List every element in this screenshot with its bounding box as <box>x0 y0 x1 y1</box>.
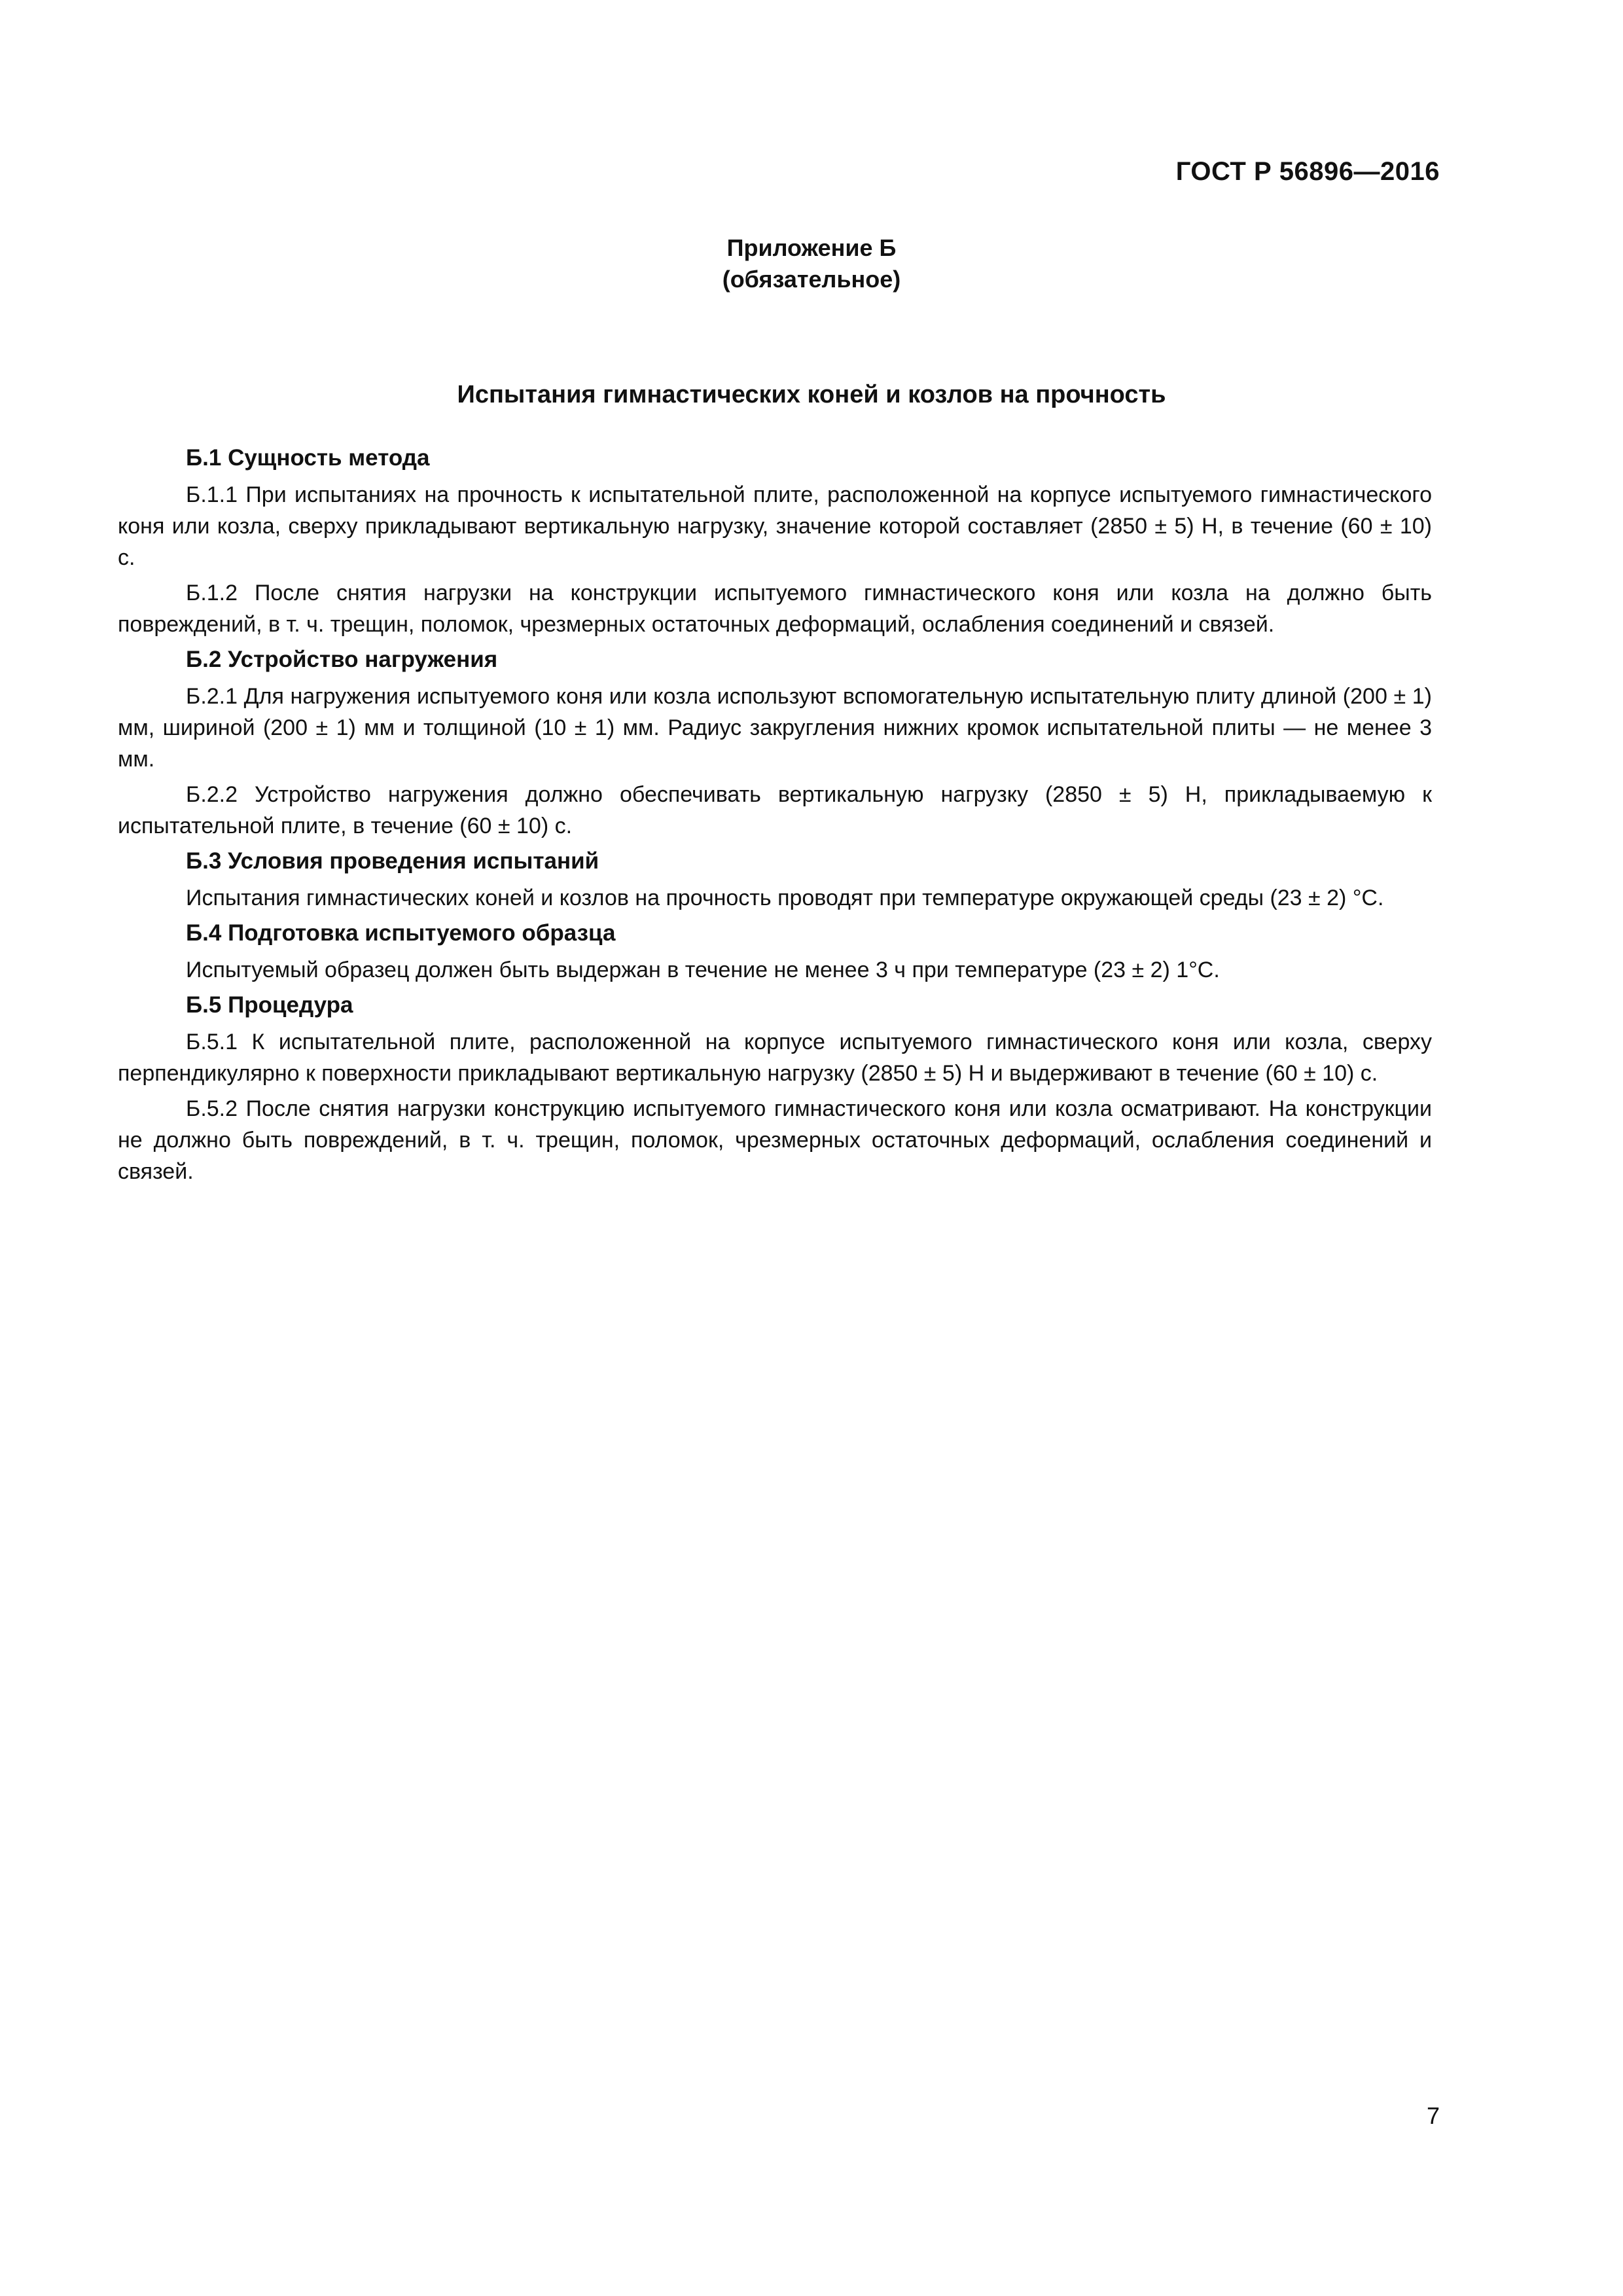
section-b3 <box>118 846 1432 914</box>
section-heading: Б.2 Устройство нагружения <box>186 647 498 672</box>
appendix-title: Приложение Б <box>726 234 897 261</box>
paragraph-b1-1: Б.1.1 При испытаниях на прочность к испытательной плите, расположенной на корпусе испытуемого гимнастического коня или козла, сверху прикладывают вертикальную нагрузку, значение которой составляет (2850 ± 5) Н, в течение (60 ± 10) с. <box>118 482 1432 570</box>
section-b1 <box>118 442 1432 640</box>
paragraph-b5-2: Б.5.2 После снятия нагрузки конструкцию испытуемого гимнастического коня или козла осматривают. На конструкции не должно быть повреждений, в т. ч. трещин, поломок, чрезмерных остаточных деформаций, ослабления соединений и связей. <box>118 1096 1432 1184</box>
paragraph-b3-1: Испытания гимнастических коней и козлов на прочность проводят при температуре окружающей среды (23 ± 2) °С. <box>186 886 1384 910</box>
section-b5 <box>118 990 1432 1187</box>
document-title: Испытания гимнастических коней и козлов на прочность <box>457 381 1166 408</box>
paragraph-b5-1: Б.5.1 К испытательной плите, расположенной на корпусе испытуемого гимнастического коня или козла, сверху перпендикулярно к поверхности прикладывают вертикальную нагрузку (2850 ± 5) Н и выдерживают в течение (60 ± 10) с. <box>118 1030 1432 1086</box>
page-number: 7 <box>1426 2102 1440 2129</box>
section-heading: Б.5 Процедура <box>186 992 353 1018</box>
paragraph-b2-1: Б.2.1 Для нагружения испытуемого коня или козла используют вспомогательную испытательную плиту длиной (200 ± 1) мм, шириной (200 ± 1) мм и толщиной (10 ± 1) мм. Радиус закругления нижних кромок испытательной плиты — не менее 3 мм. <box>118 684 1432 772</box>
standard-id-header: ГОСТ Р 56896—2016 <box>1175 157 1440 186</box>
appendix-heading <box>0 232 1623 295</box>
section-b2 <box>118 644 1432 842</box>
section-heading: Б.1 Сущность метода <box>186 445 430 471</box>
section-heading: Б.3 Условия проведения испытаний <box>186 848 599 874</box>
section-b4 <box>118 918 1432 986</box>
appendix-status: (обязательное) <box>722 266 901 293</box>
document-body <box>118 442 1432 1191</box>
paragraph-b2-2: Б.2.2 Устройство нагружения должно обеспечивать вертикальную нагрузку (2850 ± 5) Н, прикладываемую к испытательной плите, в течение (60 ± 10) с. <box>118 782 1432 838</box>
paragraph-b1-2: Б.1.2 После снятия нагрузки на конструкции испытуемого гимнастического коня или козла на должно быть повреждений, в т. ч. трещин, поломок, чрезмерных остаточных деформаций, ослабления соединений и связей. <box>118 581 1432 637</box>
section-heading: Б.4 Подготовка испытуемого образца <box>186 920 616 946</box>
paragraph-b4-1: Испытуемый образец должен быть выдержан в течение не менее 3 ч при температуре (23 ± 2) 1°С. <box>186 958 1220 982</box>
